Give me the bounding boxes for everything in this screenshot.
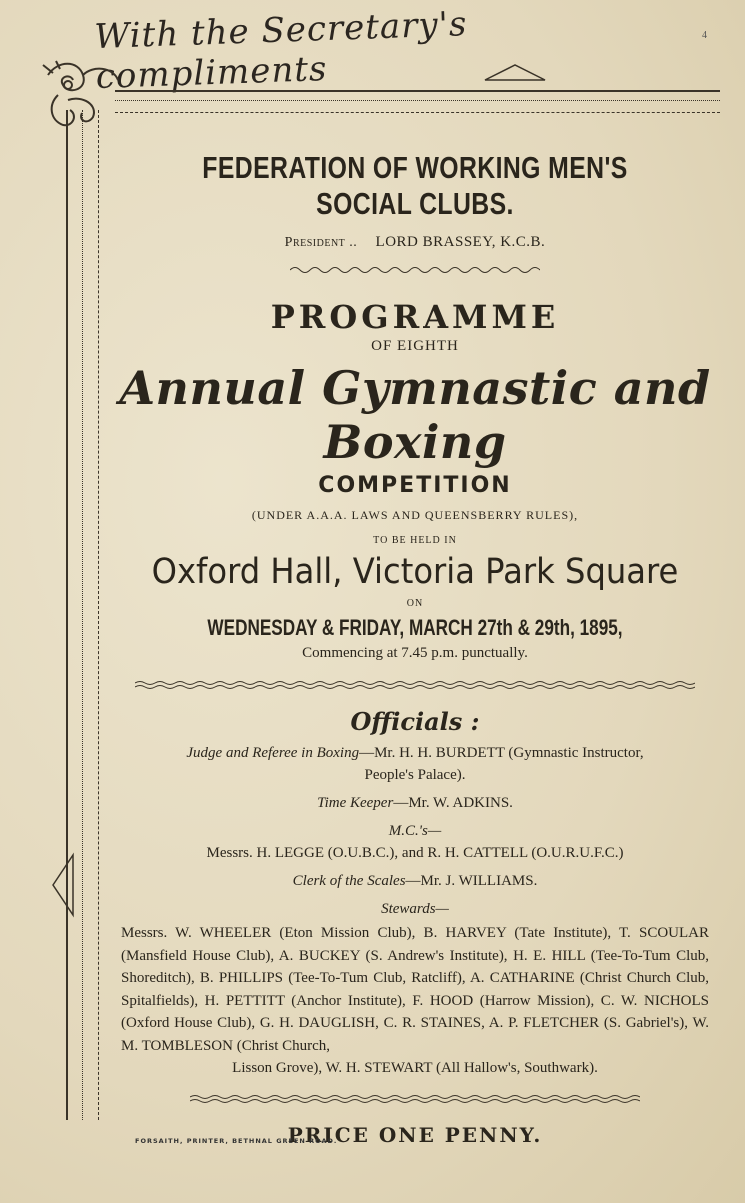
rules-line: (UNDER A.A.A. LAWS AND QUEENSBERRY RULES), <box>251 508 579 522</box>
wavy-divider-2 <box>135 680 695 690</box>
president-line <box>115 234 715 251</box>
top-border-inner <box>115 100 720 101</box>
event-dates: WEDNESDAY & FRIDAY, MARCH 27th & 29th, 1895, <box>207 615 623 640</box>
judge-role: Judge and Referee in Boxing <box>186 745 360 761</box>
timekeeper-name: —Mr. W. ADKINS. <box>393 795 513 811</box>
wavy-divider <box>290 265 540 275</box>
judge-name: —Mr. H. H. BURDETT (Gymnastic Instructor, <box>359 745 644 761</box>
stewards-role: Stewards— <box>381 901 449 917</box>
left-triangle-ornament-icon <box>48 850 78 920</box>
programme-content <box>115 140 715 1147</box>
to-be-held: TO BE HELD IN <box>373 535 457 546</box>
price-line: PRICE ONE PENNY. <box>287 1122 543 1147</box>
top-border <box>115 90 720 113</box>
judge-name-cont: People's Palace). <box>364 767 466 783</box>
handwritten-inscription: With the Secretary's compliments <box>93 4 469 98</box>
timekeeper-role: Time Keeper <box>317 795 394 811</box>
commencing-time: Commencing at 7.45 p.m. punctually. <box>302 645 528 661</box>
judge-line <box>115 742 715 786</box>
clerk-role: Clerk of the Scales <box>292 873 406 889</box>
clerk-name: —Mr. J. WILLIAMS. <box>405 873 538 889</box>
programme-heading: PROGRAMME <box>270 298 560 336</box>
clerk-line <box>115 870 715 892</box>
page-number: 4 <box>702 30 707 41</box>
president-label: President .. <box>284 235 358 250</box>
federation-title: FEDERATION OF WORKING MEN'S SOCIAL CLUBS. <box>202 150 628 221</box>
left-border-inner <box>82 110 83 1120</box>
event-title: Annual Gymnastic and Boxing <box>119 361 711 469</box>
president-name: LORD BRASSEY, K.C.B. <box>375 234 546 250</box>
mcs-role: M.C.'s— <box>388 823 442 839</box>
stewards-names: Messrs. W. WHEELER (Eton Mission Club), B. HARVEY (Tate Institute), T. SCOULAR (Mansfield House Club), A. BUCKEY (S. Andrew's Institute), H. E. HILL (Tee-To-Tum Club, Shoreditch), B. PHILLIPS (Tee-To-Tum Club, Ratcliff), A. CATHARINE (Christ Church Club, Spitalfields), H. PETTITT (Anchor Institute), F. HOOD (Harrow Mission), C. W. NICHOLS (Oxford House Club), G. H. DAUGLISH, C. R. STAINES, A. P. FLETCHER (S. Gabriel's), W. M. TOMBLESON (Christ Church, <box>121 925 709 1054</box>
timekeeper-line <box>115 792 715 814</box>
stewards-names-last: Lisson Grove), W. H. STEWART (All Hallow's, Southwark). <box>232 1060 598 1076</box>
on-label: ON <box>406 598 424 609</box>
triangle-ornament-icon <box>480 62 550 82</box>
mcs-names: Messrs. H. LEGGE (O.U.B.C.), and R. H. CATTELL (O.U.R.U.F.C.) <box>206 845 624 861</box>
of-eighth: OF EIGHTH <box>371 338 459 354</box>
wavy-divider-3 <box>190 1094 640 1104</box>
competition-heading: COMPETITION <box>318 473 512 498</box>
printer-imprint: FORSAITH, PRINTER, BETHNAL GREEN ROAD. <box>135 1137 338 1145</box>
venue: Oxford Hall, Victoria Park Square <box>151 552 679 592</box>
officials-heading: Officials : <box>350 707 480 736</box>
